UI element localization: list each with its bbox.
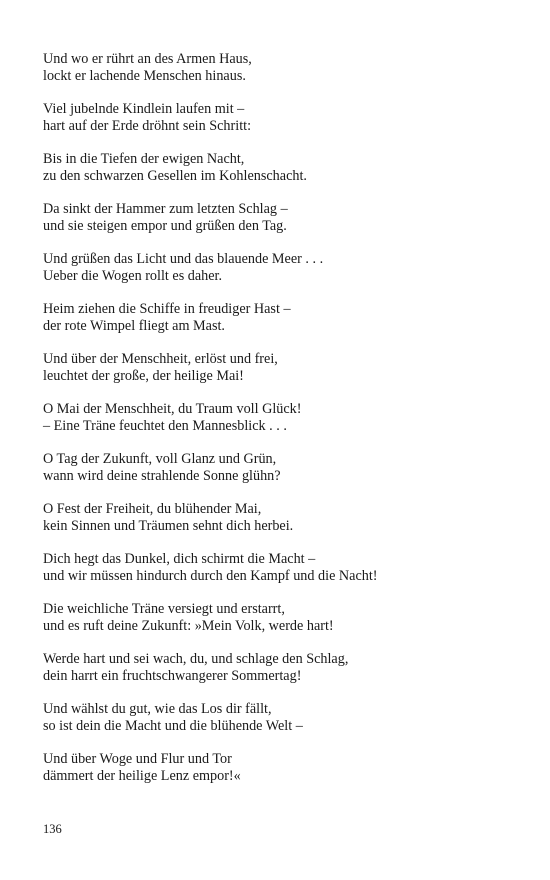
poem-line: Werde hart und sei wach, du, und schlage den Schlag, bbox=[43, 651, 349, 667]
stanza bbox=[43, 601, 523, 635]
poem-line: Dich hegt das Dunkel, dich schirmt die Macht – bbox=[43, 551, 316, 567]
poem-line: kein Sinnen und Träumen sehnt dich herbei. bbox=[43, 518, 294, 534]
stanza bbox=[43, 151, 523, 185]
poem-line: wann wird deine strahlende Sonne glühn? bbox=[43, 468, 281, 484]
poem-line: O Fest der Freiheit, du blühender Mai, bbox=[43, 501, 262, 517]
stanza bbox=[43, 651, 523, 685]
poem-line: Und grüßen das Licht und das blauende Meer . . . bbox=[43, 251, 324, 267]
stanza bbox=[43, 301, 523, 335]
poem-line: zu den schwarzen Gesellen im Kohlenschacht. bbox=[43, 168, 307, 184]
page-number: 136 bbox=[43, 822, 62, 836]
poem-line: – Eine Träne feuchtet den Mannesblick . . . bbox=[43, 418, 287, 434]
stanza bbox=[43, 551, 523, 585]
poem-text bbox=[43, 51, 523, 801]
poem-line: lockt er lachende Menschen hinaus. bbox=[43, 68, 246, 84]
poem-line: Heim ziehen die Schiffe in freudiger Hast – bbox=[43, 301, 291, 317]
poem-line: O Tag der Zukunft, voll Glanz und Grün, bbox=[43, 451, 277, 467]
stanza bbox=[43, 751, 523, 785]
stanza bbox=[43, 501, 523, 535]
stanza bbox=[43, 401, 523, 435]
poem-line: Die weichliche Träne versiegt und erstarrt, bbox=[43, 601, 285, 617]
poem-line: Bis in die Tiefen der ewigen Nacht, bbox=[43, 151, 245, 167]
stanza bbox=[43, 451, 523, 485]
poem-line: Und über der Menschheit, erlöst und frei, bbox=[43, 351, 278, 367]
poem-line: so ist dein die Macht und die blühende Welt – bbox=[43, 718, 303, 734]
stanza bbox=[43, 701, 523, 735]
stanza bbox=[43, 51, 523, 85]
stanza bbox=[43, 201, 523, 235]
poem-line: und wir müssen hindurch durch den Kampf und die Nacht! bbox=[43, 568, 378, 584]
poem-line: leuchtet der große, der heilige Mai! bbox=[43, 368, 244, 384]
poem-line: und es ruft deine Zukunft: »Mein Volk, werde hart! bbox=[43, 618, 334, 634]
poem-line: Und wählst du gut, wie das Los dir fällt, bbox=[43, 701, 272, 717]
poem-line: dämmert der heilige Lenz empor!« bbox=[43, 768, 241, 784]
poem-line: Viel jubelnde Kindlein laufen mit – bbox=[43, 101, 245, 117]
poem-line: der rote Wimpel fliegt am Mast. bbox=[43, 318, 225, 334]
poem-line: O Mai der Menschheit, du Traum voll Glück! bbox=[43, 401, 302, 417]
poem-line: und sie steigen empor und grüßen den Tag. bbox=[43, 218, 287, 234]
stanza bbox=[43, 251, 523, 285]
poem-line: Da sinkt der Hammer zum letzten Schlag – bbox=[43, 201, 288, 217]
stanza bbox=[43, 351, 523, 385]
poem-line: Ueber die Wogen rollt es daher. bbox=[43, 268, 223, 284]
poem-line: Und über Woge und Flur und Tor bbox=[43, 751, 232, 767]
poem-line: dein harrt ein fruchtschwangerer Sommertag! bbox=[43, 668, 302, 684]
poem-line: Und wo er rührt an des Armen Haus, bbox=[43, 51, 252, 67]
stanza bbox=[43, 101, 523, 135]
poem-line: hart auf der Erde dröhnt sein Schritt: bbox=[43, 118, 252, 134]
